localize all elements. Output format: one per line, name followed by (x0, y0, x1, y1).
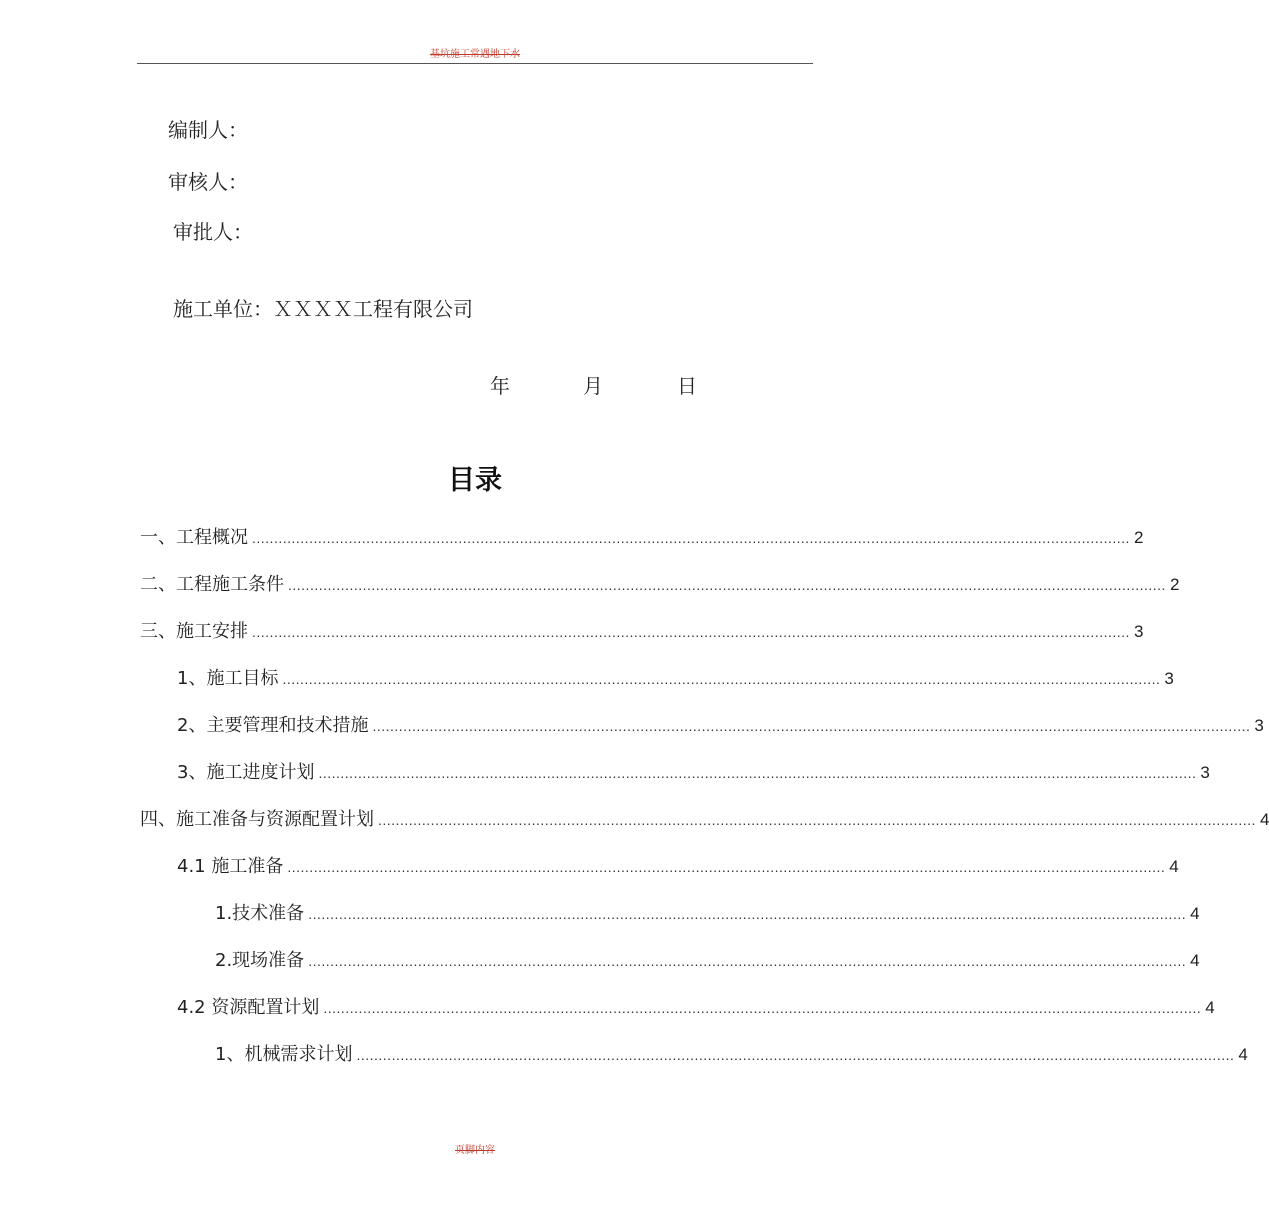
toc-entry[interactable] (215, 948, 1200, 974)
toc-entry-page: 4 (1238, 1045, 1248, 1064)
toc-entry-label: 三、施工安排 (140, 621, 248, 642)
toc-leader-dots: ........................................................................................................................................................................................................ (308, 953, 1187, 969)
page-footer-text: 页脚内容 (455, 1145, 495, 1156)
toc-entry-page: 3 (1254, 716, 1264, 735)
toc-leader-dots: ........................................................................................................................................................................................................ (288, 577, 1166, 593)
toc-title: 目录 (448, 465, 502, 496)
toc-entry-page: 4 (1169, 857, 1179, 876)
toc-entry[interactable] (140, 807, 1269, 833)
toc-entry-page: 4 (1205, 998, 1215, 1017)
toc-entry-label: 4.1 施工准备 (177, 856, 284, 877)
toc-entry[interactable] (140, 619, 1144, 645)
toc-entry-page: 4 (1259, 810, 1269, 829)
toc-leader-dots: ........................................................................................................................................................................................................ (252, 530, 1130, 546)
toc-entry[interactable] (177, 713, 1264, 739)
toc-entry-label: 3、施工进度计划 (177, 762, 315, 783)
toc-leader-dots: ........................................................................................................................................................................................................ (282, 671, 1161, 687)
toc-entry-page: 2 (1133, 528, 1144, 547)
toc-entry-label: 二、工程施工条件 (140, 574, 284, 595)
toc-entry[interactable] (177, 995, 1215, 1021)
toc-entry-label: 四、施工准备与资源配置计划 (140, 809, 374, 830)
toc-leader-dots: ........................................................................................................................................................................................................ (252, 624, 1130, 640)
construction-unit-name: ＸＸＸＸ工程有限公司 (273, 297, 473, 321)
signature-reviewer: 审核人： (168, 170, 248, 194)
toc-entry[interactable] (215, 1042, 1248, 1068)
toc-entry-page: 4 (1190, 951, 1200, 970)
toc-entry[interactable] (177, 854, 1179, 880)
construction-unit-label: 施工单位： (173, 297, 273, 321)
toc-entry-page: 3 (1133, 622, 1144, 641)
toc-entry-page: 3 (1164, 669, 1174, 688)
toc-entry-label: 一、工程概况 (140, 527, 248, 548)
toc-leader-dots: ........................................................................................................................................................................................................ (323, 1000, 1202, 1016)
toc-entry-label: 2、主要管理和技术措施 (177, 715, 369, 736)
toc-leader-dots: ........................................................................................................................................................................................................ (378, 812, 1256, 828)
toc-leader-dots: ........................................................................................................................................................................................................ (372, 718, 1251, 734)
toc-entry-label: 1、机械需求计划 (215, 1044, 353, 1065)
signature-approver: 审批人： (173, 220, 253, 244)
toc-entry-label: 4.2 资源配置计划 (177, 997, 320, 1018)
toc-entry[interactable] (177, 760, 1210, 786)
toc-leader-dots: ........................................................................................................................................................................................................ (356, 1047, 1235, 1063)
toc-leader-dots: ........................................................................................................................................................................................................ (318, 765, 1197, 781)
signature-compiler: 编制人： (168, 118, 248, 142)
toc-entry-label: 1、施工目标 (177, 668, 279, 689)
toc-entry[interactable] (140, 572, 1180, 598)
toc-entry[interactable] (140, 525, 1144, 551)
page-header-text: 基坑施工常遇地下水 (430, 49, 520, 60)
toc-entry-page: 3 (1200, 763, 1210, 782)
toc-entry-page: 4 (1190, 904, 1200, 923)
toc-entry-page: 2 (1169, 575, 1180, 594)
date-day: 日 (677, 374, 697, 398)
header-rule (137, 63, 813, 64)
toc-leader-dots: ........................................................................................................................................................................................................ (308, 906, 1187, 922)
toc-entry[interactable] (177, 666, 1174, 692)
construction-unit (173, 296, 473, 322)
date-month: 月 (583, 374, 603, 398)
toc-entry[interactable] (215, 901, 1200, 927)
date-year: 年 (490, 374, 510, 398)
toc-entry-label: 1.技术准备 (215, 903, 305, 924)
toc-entry-label: 2.现场准备 (215, 950, 305, 971)
toc-leader-dots: ........................................................................................................................................................................................................ (287, 859, 1166, 875)
